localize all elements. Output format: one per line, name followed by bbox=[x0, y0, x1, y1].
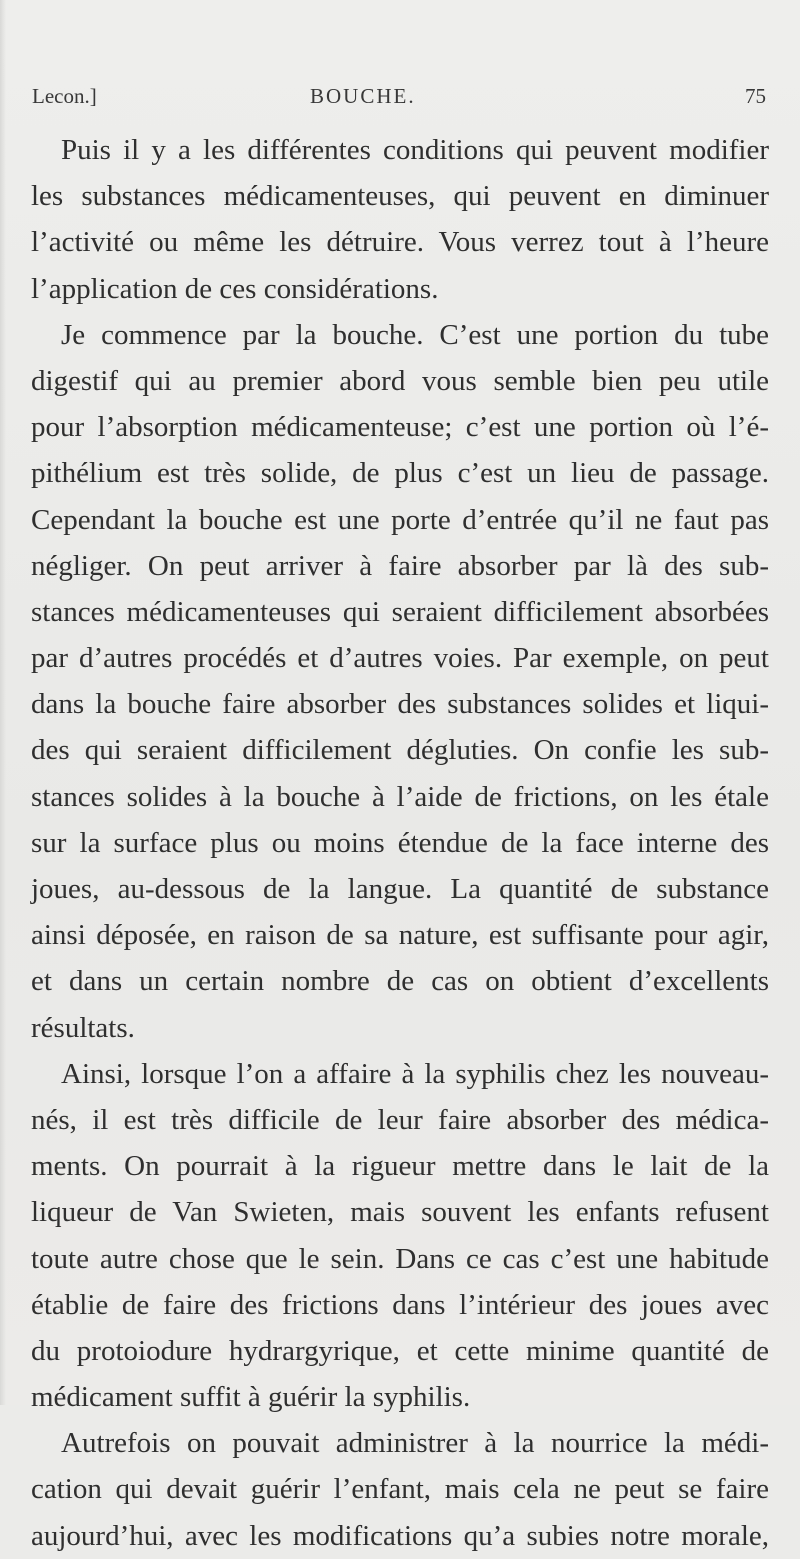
text-line: l’activité ou même les détruire. Vous verrez tout à l’heure bbox=[31, 226, 769, 259]
text-line: et dans un certain nombre de cas on obtient d’excellents bbox=[31, 965, 769, 998]
text-line: des qui seraient difficilement dégluties. On confie les sub- bbox=[31, 734, 769, 767]
text-line: cation qui devait guérir l’enfant, mais cela ne peut se faire bbox=[31, 1473, 769, 1506]
text-line: ainsi déposée, en raison de sa nature, est suffisante pour agir, bbox=[31, 919, 769, 952]
text-line: pithélium est très solide, de plus c’est un lieu de passage. bbox=[31, 457, 769, 490]
text-line: stances solides à la bouche à l’aide de frictions, on les étale bbox=[31, 780, 769, 813]
text-line: aujourd’hui, avec les modifications qu’a subies notre morale, bbox=[31, 1519, 769, 1552]
body-text bbox=[31, 127, 769, 1559]
text-line: joues, au-dessous de la langue. La quantité de substance bbox=[31, 873, 769, 905]
text-line: Ainsi, lorsque l’on a affaire à la syphilis chez les nouveau- bbox=[61, 1057, 769, 1090]
text-line: Je commence par la bouche. C’est une portion du tube bbox=[61, 318, 769, 351]
text-line: médicament suffit à guérir la syphilis. bbox=[31, 1381, 471, 1414]
text-line: dans la bouche faire absorber des substances solides et liqui- bbox=[31, 688, 769, 721]
running-head bbox=[32, 84, 766, 114]
scan-edge-shadow bbox=[0, 0, 6, 1405]
text-line: ments. On pourrait à la rigueur mettre dans le lait de la bbox=[31, 1150, 769, 1183]
running-head-title: BOUCHE. bbox=[310, 84, 416, 108]
text-line: négliger. On peut arriver à faire absorber par là des sub- bbox=[31, 549, 769, 582]
text-line: l’application de ces considérations. bbox=[31, 272, 439, 305]
text-line: du protoiodure hydrargyrique, et cette minime quantité de bbox=[31, 1334, 769, 1367]
text-line: les substances médicamenteuses, qui peuvent en diminuer bbox=[31, 180, 769, 213]
text-line: nés, il est très difficile de leur faire absorber des médica- bbox=[31, 1103, 769, 1136]
text-line: sur la surface plus ou moins étendue de la face interne des bbox=[31, 826, 769, 859]
text-line: digestif qui au premier abord vous semble bien peu utile bbox=[31, 364, 769, 397]
text-line: toute autre chose que le sein. Dans ce cas c’est une habitude bbox=[31, 1242, 769, 1275]
text-line: Puis il y a les différentes conditions qui peuvent modifier bbox=[61, 134, 769, 166]
text-line: stances médicamenteuses qui seraient difficilement absorbées bbox=[31, 595, 769, 628]
text-line: liqueur de Van Swieten, mais souvent les enfants refusent bbox=[31, 1196, 769, 1229]
text-line: pour l’absorption médicamenteuse; c’est une portion où l’é- bbox=[31, 411, 769, 444]
text-line: résultats. bbox=[31, 1011, 135, 1044]
running-head-section: Lecon.] bbox=[32, 84, 97, 108]
text-line: Cependant la bouche est une porte d’entrée qu’il ne faut pas bbox=[31, 503, 769, 536]
text-line: Autrefois on pouvait administrer à la nourrice la médi- bbox=[61, 1427, 769, 1460]
text-line: établie de faire des frictions dans l’intérieur des joues avec bbox=[31, 1288, 769, 1321]
page-number: 75 bbox=[745, 84, 766, 108]
text-line: par d’autres procédés et d’autres voies. Par exemple, on peut bbox=[31, 642, 769, 675]
